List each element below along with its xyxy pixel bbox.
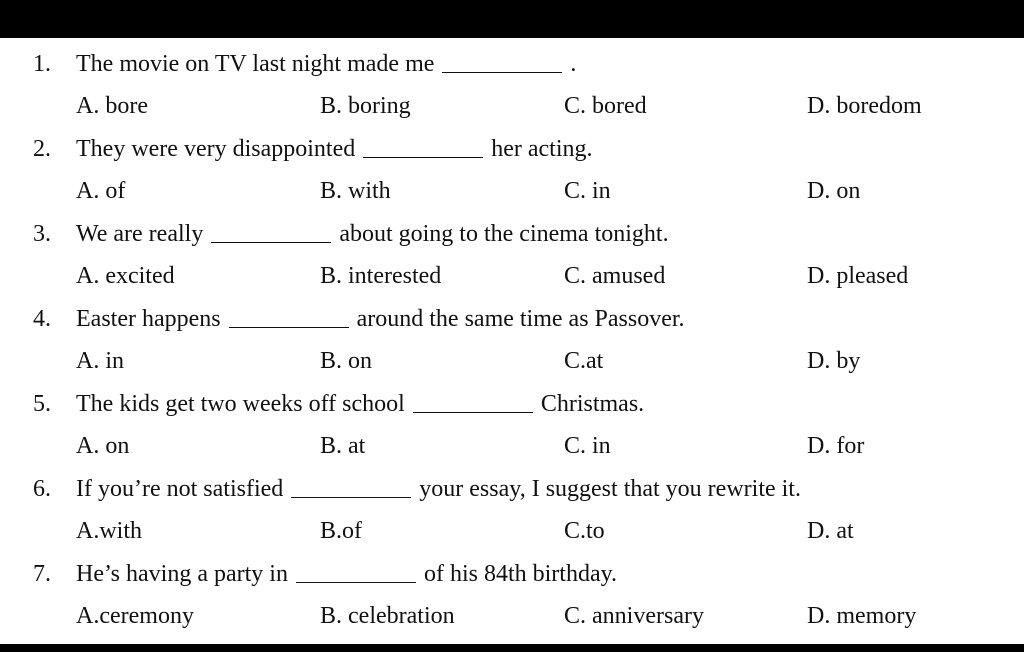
option-d: D. at — [807, 518, 854, 544]
question-text — [76, 469, 801, 509]
worksheet-page — [0, 38, 1024, 644]
stem-after: your essay, I suggest that you rewrite it. — [419, 476, 801, 502]
answer-options — [0, 171, 1024, 211]
stem-after: around the same time as Passover. — [356, 306, 685, 332]
question-number: 5. — [33, 391, 51, 417]
option-a: A. in — [76, 348, 124, 374]
stem-before: We are really — [76, 221, 204, 247]
option-b: B. with — [320, 178, 391, 204]
option-b: B. celebration — [320, 603, 455, 629]
question-text — [76, 214, 669, 254]
stem-after: . — [570, 51, 577, 77]
option-a: A.ceremony — [76, 603, 194, 629]
question-number: 6. — [33, 476, 51, 502]
question-text — [76, 44, 576, 84]
stem-after: her acting. — [491, 136, 593, 162]
question-text — [76, 299, 685, 339]
stem-after: of his 84th birthday. — [423, 561, 618, 587]
option-b: B. interested — [320, 263, 442, 289]
option-d: D. memory — [807, 603, 917, 629]
question-4 — [0, 299, 1024, 384]
option-b: B. at — [320, 433, 366, 459]
question-5 — [0, 384, 1024, 469]
option-b: B.of — [320, 518, 362, 544]
option-d: D. boredom — [807, 93, 922, 119]
question-number: 1. — [33, 51, 51, 77]
question-3 — [0, 214, 1024, 299]
answer-blank — [442, 48, 562, 73]
answer-options — [0, 86, 1024, 126]
stem-after: Christmas. — [540, 391, 645, 417]
option-c: C. in — [564, 433, 611, 459]
option-a: A. excited — [76, 263, 175, 289]
stem-before: He’s having a party in — [76, 561, 288, 587]
question-number: 2. — [33, 136, 51, 162]
question-text — [76, 384, 644, 424]
option-d: D. for — [807, 433, 865, 459]
question-7 — [0, 554, 1024, 639]
stem-before: Easter happens — [76, 306, 221, 332]
stem-before: The movie on TV last night made me — [76, 51, 435, 77]
stem-before: The kids get two weeks off school — [76, 391, 405, 417]
answer-blank — [296, 558, 416, 583]
option-c: C.to — [564, 518, 605, 544]
option-a: A. on — [76, 433, 130, 459]
question-1 — [0, 44, 1024, 129]
answer-blank — [363, 133, 483, 158]
option-c: C. bored — [564, 93, 647, 119]
option-b: B. boring — [320, 93, 411, 119]
question-2 — [0, 129, 1024, 214]
option-d: D. by — [807, 348, 861, 374]
option-c: C. in — [564, 178, 611, 204]
answer-options — [0, 426, 1024, 466]
answer-options — [0, 511, 1024, 551]
bottom-black-border — [0, 644, 1024, 652]
stem-after: about going to the cinema tonight. — [339, 221, 669, 247]
answer-options — [0, 341, 1024, 381]
option-a: A.with — [76, 518, 142, 544]
answer-blank — [291, 473, 411, 498]
option-a: A. of — [76, 178, 126, 204]
question-number: 7. — [33, 561, 51, 587]
option-c: C. amused — [564, 263, 666, 289]
answer-blank — [211, 218, 331, 243]
option-b: B. on — [320, 348, 373, 374]
answer-options — [0, 596, 1024, 636]
question-number: 4. — [33, 306, 51, 332]
question-number: 3. — [33, 221, 51, 247]
stem-before: They were very disappointed — [76, 136, 356, 162]
option-a: A. bore — [76, 93, 148, 119]
stem-before: If you’re not satisfied — [76, 476, 284, 502]
top-black-border — [0, 0, 1024, 38]
question-text — [76, 554, 617, 594]
option-d: D. pleased — [807, 263, 909, 289]
answer-options — [0, 256, 1024, 296]
option-c: C.at — [564, 348, 604, 374]
option-c: C. anniversary — [564, 603, 704, 629]
question-text — [76, 129, 593, 169]
answer-blank — [413, 388, 533, 413]
question-6 — [0, 469, 1024, 554]
answer-blank — [229, 303, 349, 328]
option-d: D. on — [807, 178, 861, 204]
